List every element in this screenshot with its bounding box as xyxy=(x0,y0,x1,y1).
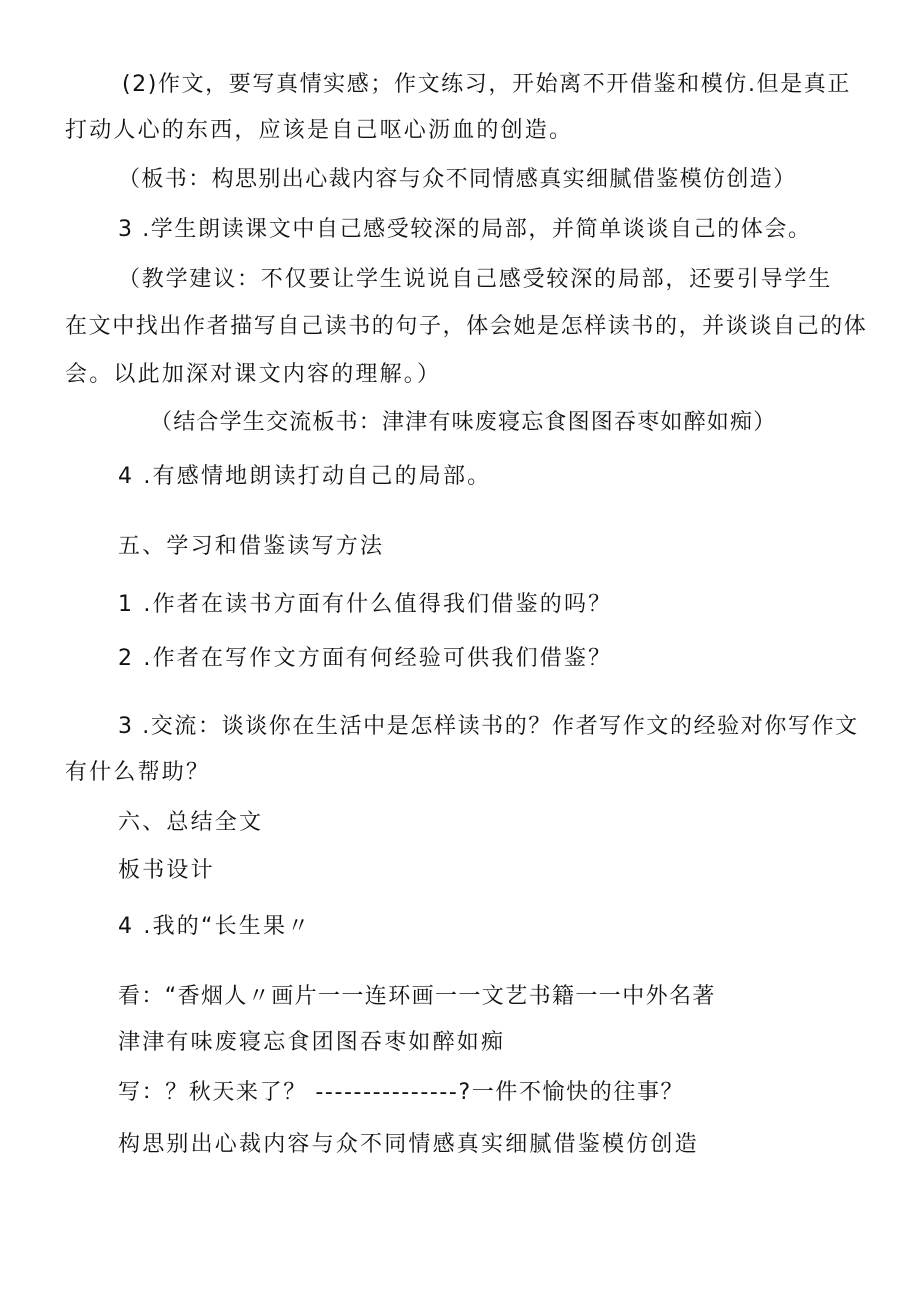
list-item: 4 .有感情地朗读打动自己的局部。 xyxy=(118,464,492,489)
teaching-suggestion: （教学建议：不仅要让学生说说自己感受较深的局部，还要引导学生 xyxy=(118,267,833,292)
list-item: 3 .交流：谈谈你在生活中是怎样读书的？作者写作文的经验对你写作文 xyxy=(118,714,859,739)
list-item: 2 .作者在写作文方面有何经验可供我们借鉴？ xyxy=(118,646,613,671)
board-line-writing-points: 构思别出心裁内容与众不同情感真实细腻借鉴模仿创造 xyxy=(118,1132,699,1157)
paragraph-line: (2)作文，要写真情实感；作文练习，开始离不开借鉴和模仿.但是真正 xyxy=(122,72,851,97)
board-line-reading: 看：“香烟人〃画片一一连环画一一文艺书籍一一中外名著 xyxy=(118,984,716,1009)
section-heading: 五、学习和借鉴读写方法 xyxy=(118,534,385,559)
paragraph-line: 会。以此加深对课文内容的理解。） xyxy=(65,362,442,387)
blackboard-note: （结合学生交流板书：津津有味废寝忘食图图吞枣如醉如痴） xyxy=(150,410,777,435)
paragraph-line: 有什么帮助？ xyxy=(65,760,211,785)
section-heading: 六、总结全文 xyxy=(118,810,264,835)
board-line-idioms: 津津有味废寝忘食团图吞枣如醉如痴 xyxy=(118,1030,506,1055)
board-title: 4 .我的“长生果〃 xyxy=(118,914,312,939)
section-heading: 板书设计 xyxy=(118,858,215,883)
list-item: 1 .作者在读书方面有什么值得我们借鉴的吗？ xyxy=(118,592,613,617)
paragraph-line: 打动人心的东西，应该是自己呕心沥血的创造。 xyxy=(65,118,574,143)
list-item: 3 .学生朗读课文中自己感受较深的局部，并简单谈谈自己的体会。 xyxy=(118,217,812,242)
paragraph-line: 在文中找出作者描写自己读书的句子，体会她是怎样读书的，并谈谈自己的体 xyxy=(65,314,868,339)
board-line-writing: 写：？秋天来了？ ---------------?一件不愉快的往事？ xyxy=(118,1080,685,1105)
blackboard-note: （板书：构思别出心裁内容与众不同情感真实细腻借鉴模仿创造） xyxy=(118,167,797,192)
